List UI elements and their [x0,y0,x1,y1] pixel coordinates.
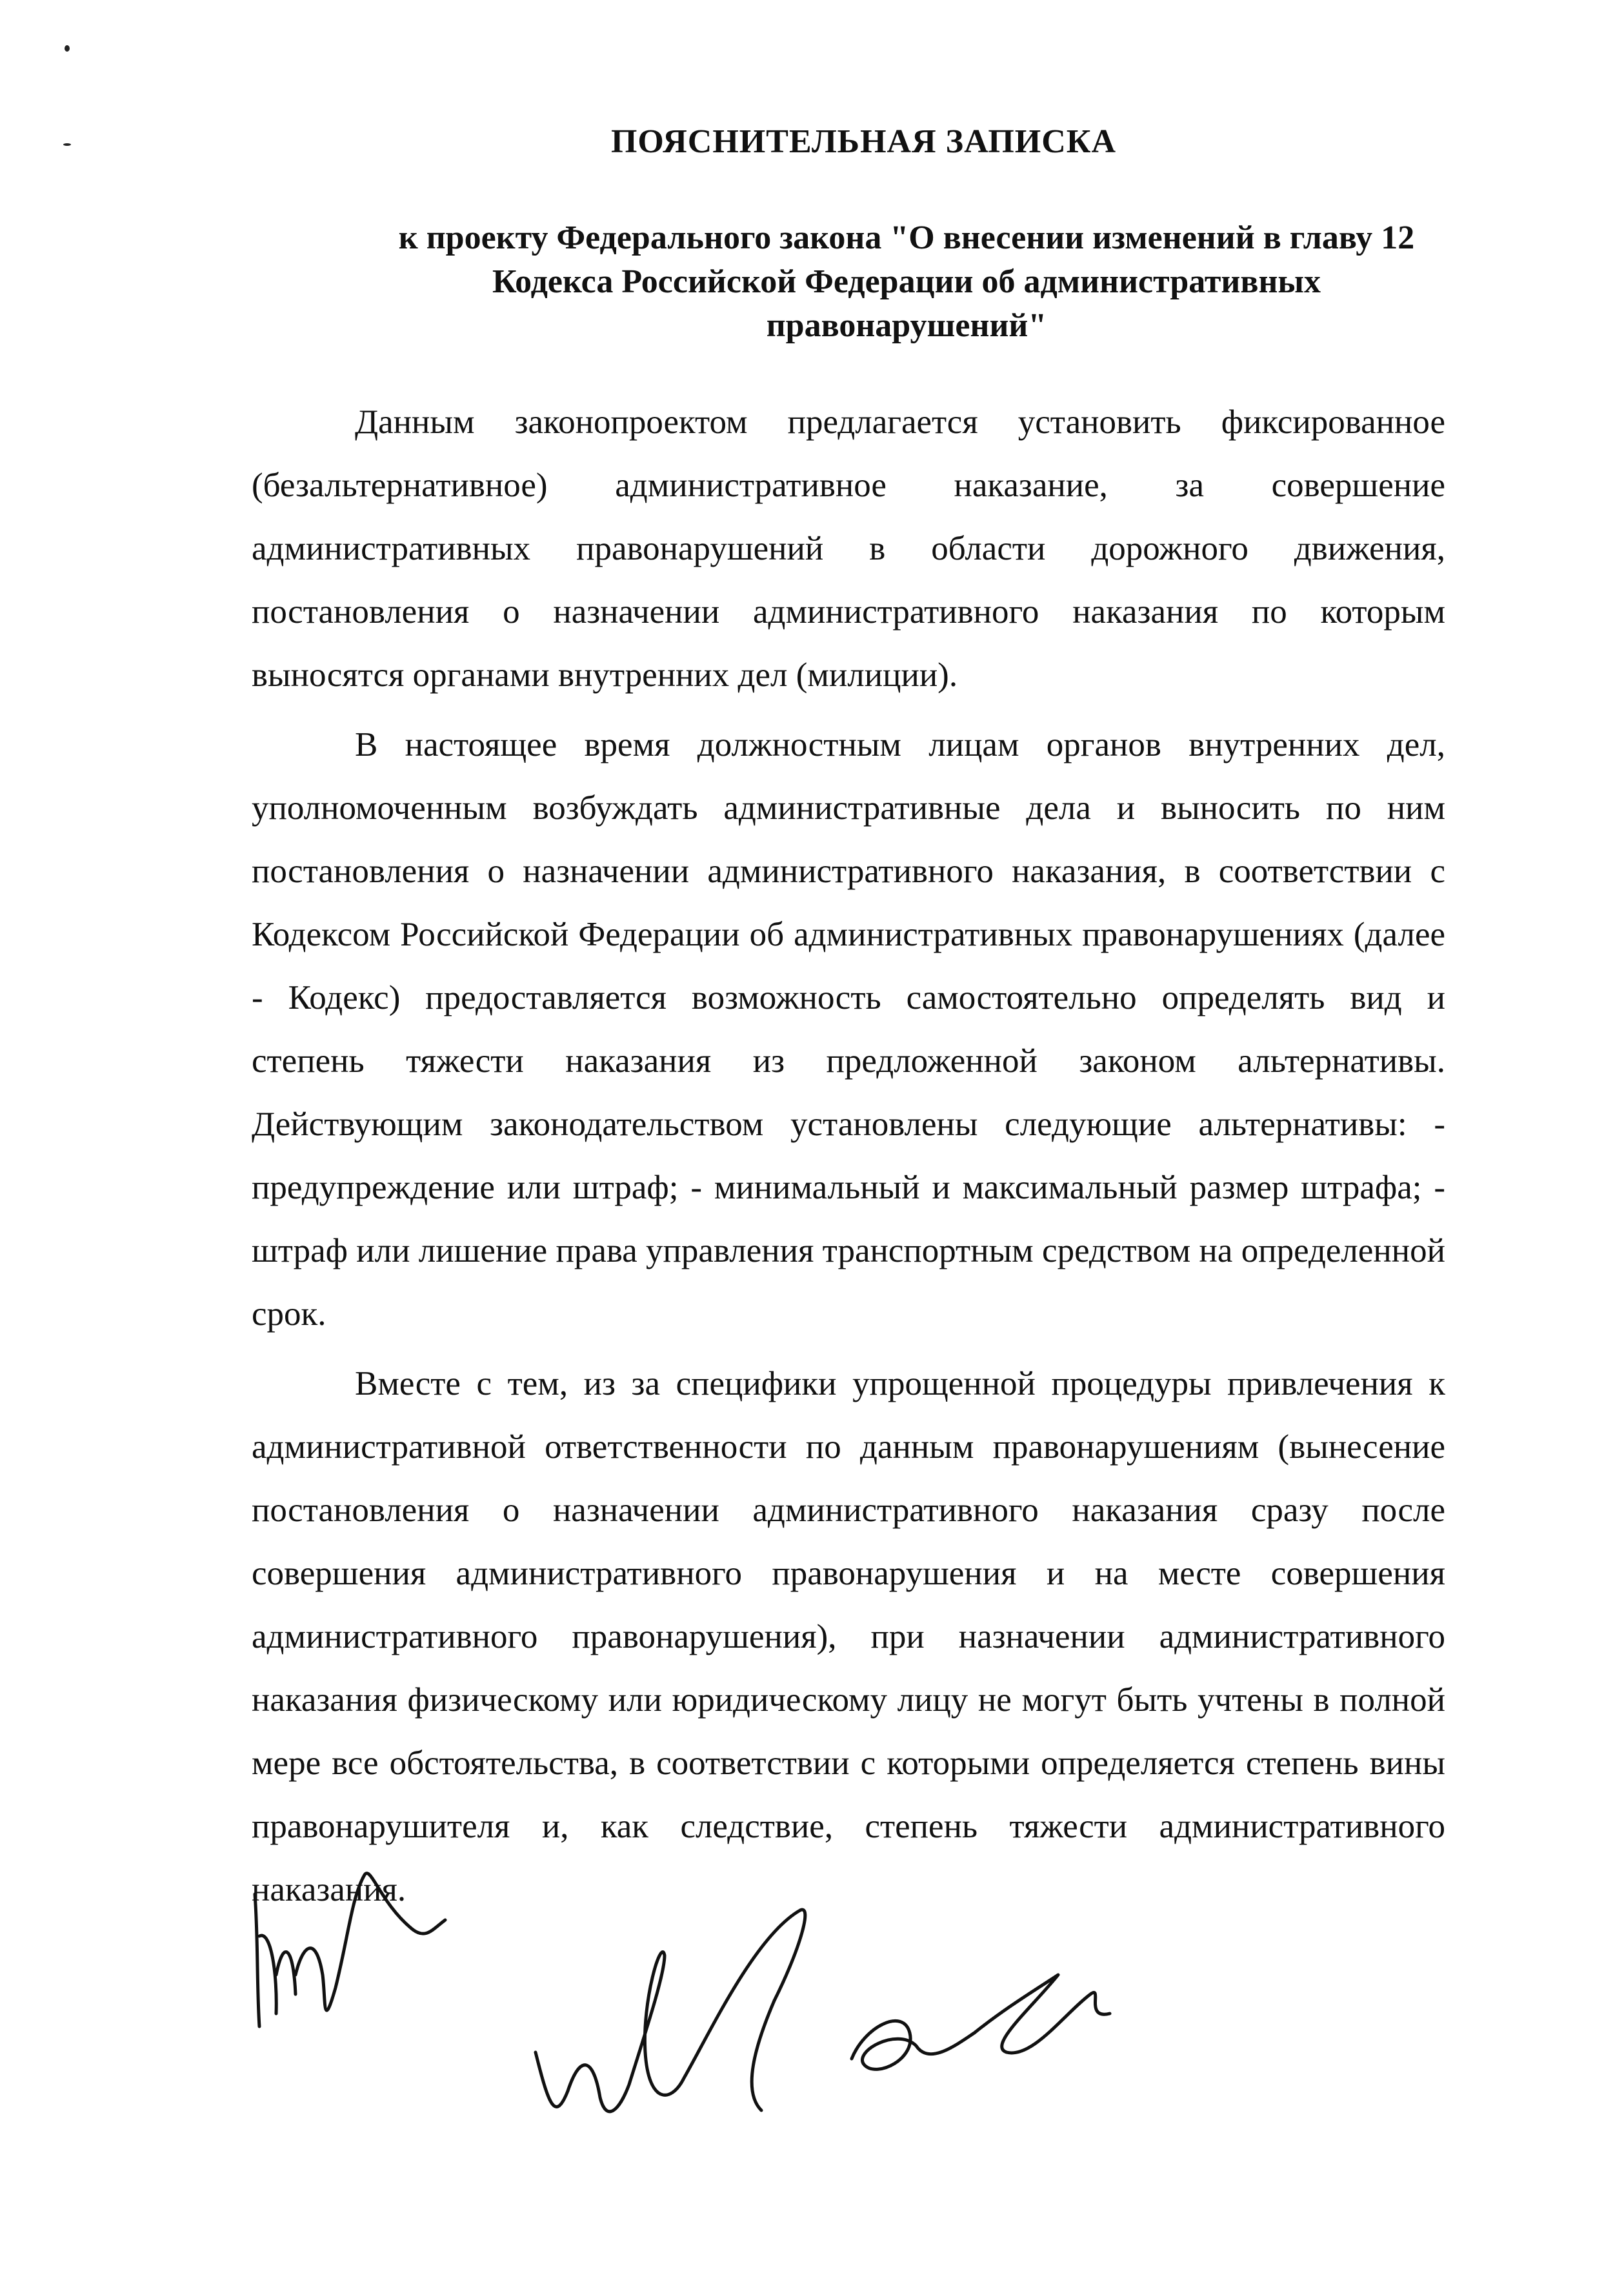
paragraph: В настоящее время должностным лицам органов внутренних дел, уполномоченным возбуждать административные дела и выносить по ним постановления о назначении административного наказания, в соответствии с Кодексом Российской Федерации об административных правонарушениях (далее - Кодекс) предоставляется возможность самостоятельно определять вид и степень тяжести наказания из предложенной законом альтернативы. Действующим законодательством установлены следующие альтернативы: - предупреждение или штраф; - минимальный и максимальный размер штрафа; - штраф или лишение права управления транспортным средством на определенной срок. [252,726,1445,1333]
paragraph: Вместе с тем, из за специфики упрощенной процедуры привлечения к административной ответственности по данным правонарушениям (вынесение постановления о назначении административного наказания сразу после совершения административного правонарушения и на месте совершения административного правонарушения), при назначении административного наказания физическому или юридическому лицу не могут быть учтены в полной мере все обстоятельства, в соответствии с которыми определяется степень вины правонарушителя и, как следствие, степень тяжести административного наказания. [252,1365,1445,1908]
document-subtitle: к проекту Федерального закона "О внесении изменений в главу 12 Кодекса Российской Федерации об административных правонарушений" [398,219,1415,344]
signature-2 [536,1910,805,2112]
scan-speck [65,45,70,52]
paragraph: Данным законопроектом предлагается установить фиксированное (безальтернативное) административное наказание, за совершение административных правонарушений в области дорожного движения, постановления о назначении административного наказания по которым выносятся органами внутренних дел (милиции). [252,403,1445,694]
document-title: ПОЯСНИТЕЛЬНАЯ ЗАПИСКА [610,123,1117,160]
signature-3 [852,1975,1110,2069]
document-body [252,390,1445,1928]
